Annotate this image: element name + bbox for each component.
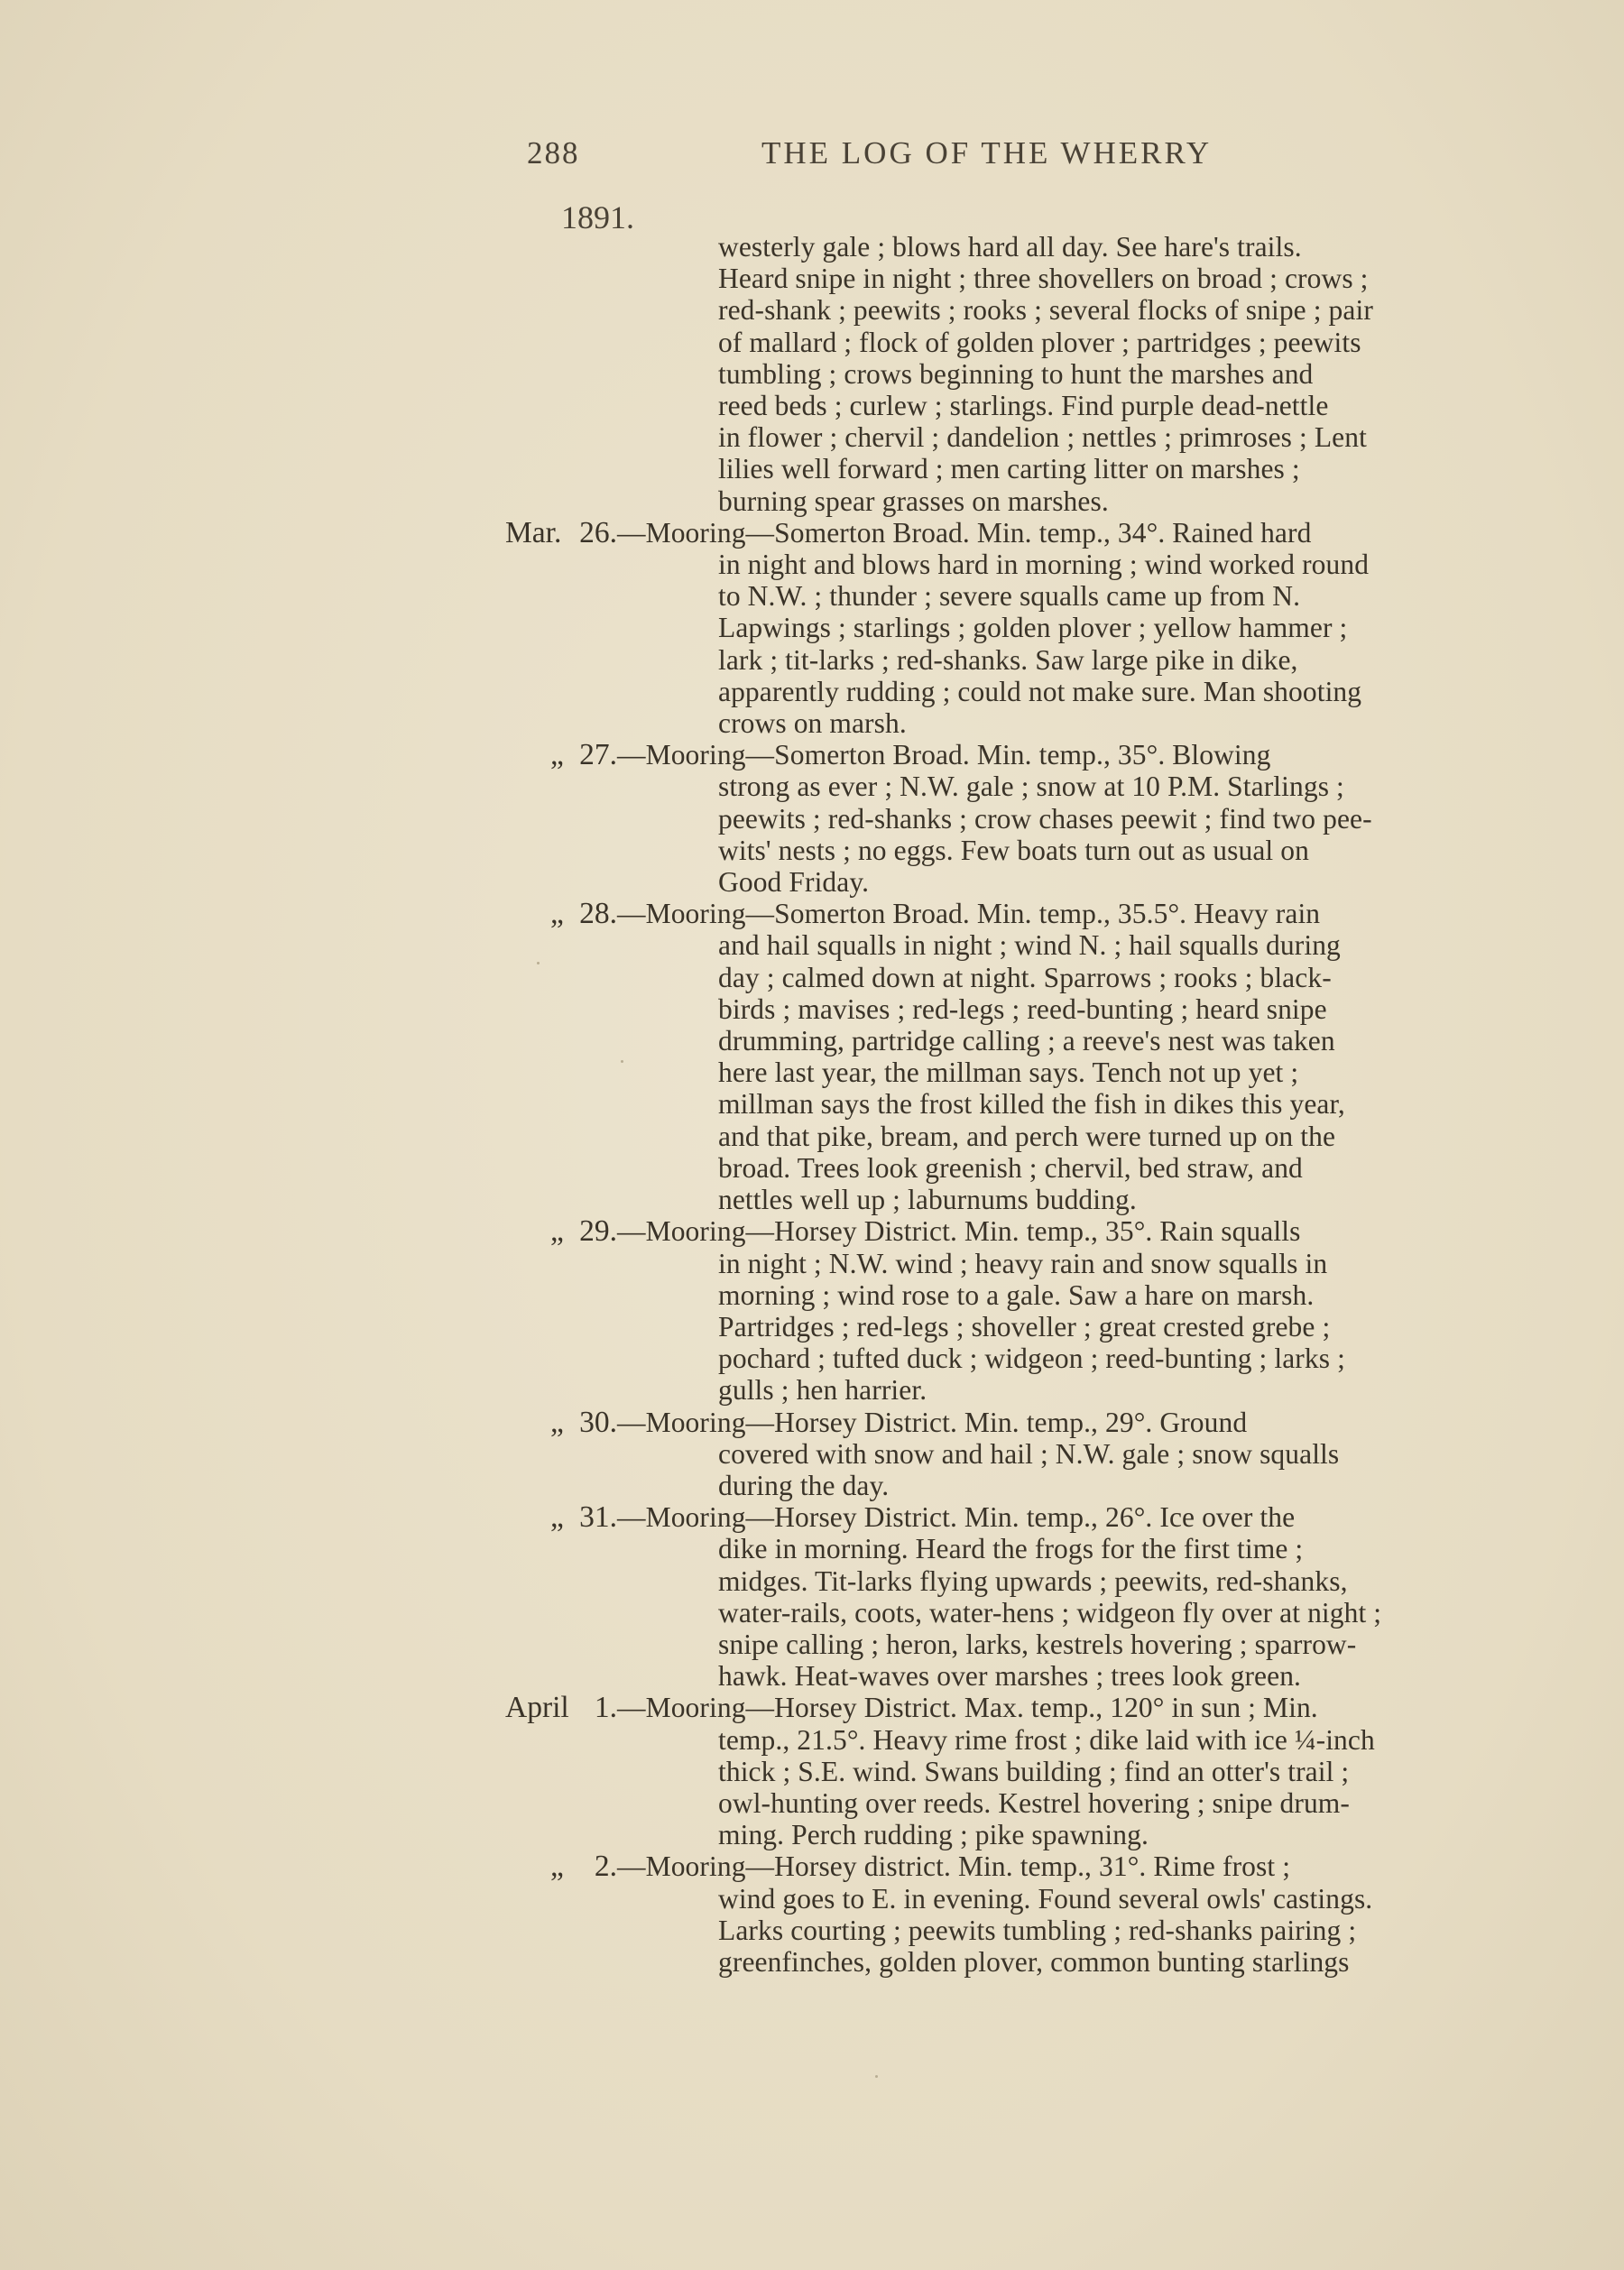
entry-line: birds ; mavises ; red-legs ; reed-bunting ; heard snipe [718,992,1327,1025]
entry-line: Larks courting ; peewits tumbling ; red-shanks pairing ; [718,1914,1357,1946]
entry-day: 31. [579,1500,617,1535]
log-entry [505,1850,1534,1978]
entry-line: millman says the frost killed the fish in dikes this year, [718,1088,1345,1121]
entry-day: 26. [579,515,617,549]
entry-month: „ [550,1850,564,1884]
log-entry [505,1215,1534,1406]
entry-line: Partridges ; red-legs ; shoveller ; great crested grebe ; [718,1310,1331,1343]
log-entry [505,1407,1534,1502]
entry-line: midges. Tit-larks flying upwards ; peewits, red-shanks, [718,1564,1348,1597]
entry-line: Lapwings ; starlings ; golden plover ; yellow hammer ; [718,612,1348,644]
entry-line: water-rails, coots, water-hens ; widgeon fly over at night ; [718,1596,1382,1629]
entry-day: 28. [579,897,617,931]
entry-line: morning ; wind rose to a gale. Saw a hare on marsh. [718,1278,1315,1311]
page-header [527,135,1292,180]
page-number: 288 [527,135,580,171]
entry-line: peewits ; red-shanks ; crow chases peewit ; find two pee- [718,802,1372,835]
entry-day: 2. [594,1850,617,1884]
entry-line: —Mooring—Somerton Broad. Min. temp., 34°. Rained hard [617,516,1312,549]
entry-line: in night ; N.W. wind ; heavy rain and snow squalls in [718,1247,1328,1279]
entry-line: here last year, the millman says. Tench not up yet ; [718,1057,1299,1089]
entry-line: —Mooring—Somerton Broad. Min. temp., 35°. Blowing [617,739,1271,771]
log-entry [505,231,1534,517]
entry-line: strong as ever ; N.W. gale ; snow at 10 P.M. Starlings ; [718,771,1344,803]
entry-line: greenfinches, golden plover, common bunting starlings [718,1945,1350,1978]
entry-line: —Mooring—Horsey District. Max. temp., 120° in sun ; Min. [617,1692,1318,1724]
entry-line: snipe calling ; heron, larks, kestrels hovering ; sparrow- [718,1628,1357,1660]
entry-line: drumming, partridge calling ; a reeve's nest was taken [718,1025,1335,1057]
entry-line: —Mooring—Horsey District. Min. temp., 26°. Ice over the [617,1501,1296,1534]
entry-line: broad. Trees look greenish ; chervil, bed straw, and [718,1151,1303,1184]
entry-day: 29. [579,1214,617,1249]
entry-line: covered with snow and hail ; N.W. gale ; snow squalls [718,1437,1340,1470]
running-title: THE LOG OF THE WHERRY [761,135,1213,171]
entry-line: nettles well up ; laburnums budding. [718,1184,1137,1216]
entry-line: and hail squalls in night ; wind N. ; hail squalls during [718,929,1341,962]
entry-line: pochard ; tufted duck ; widgeon ; reed-bunting ; larks ; [718,1343,1345,1375]
entry-day: 1. [594,1691,617,1725]
entry-line: —Mooring—Horsey District. Min. temp., 35°. Rain squalls [617,1215,1301,1248]
entry-line: and that pike, bream, and perch were turned up on the [718,1120,1336,1152]
entry-line: in flower ; chervil ; dandelion ; nettles ; primroses ; Lent [718,421,1367,454]
log-entry [505,739,1534,898]
entry-line: of mallard ; flock of golden plover ; partridges ; peewits [718,326,1361,358]
entry-line: to N.W. ; thunder ; severe squalls came up from N. [718,580,1301,613]
entry-line: westerly gale ; blows hard all day. See hare's trails. [718,231,1302,263]
entry-line: gulls ; hen harrier. [718,1374,927,1407]
entry-line: —Mooring—Horsey district. Min. temp., 31°. Rime frost ; [617,1850,1291,1883]
log-entry [505,1501,1534,1692]
entry-line: reed beds ; curlew ; starlings. Find purple dead-nettle [718,390,1329,422]
entry-line: red-shank ; peewits ; rooks ; several flocks of snipe ; pair [718,294,1373,327]
entry-line: apparently rudding ; could not make sure. Man shooting [718,675,1362,707]
entry-month: „ [550,897,564,931]
entry-line: —Mooring—Somerton Broad. Min. temp., 35.5°. Heavy rain [617,898,1321,930]
entry-line: temp., 21.5°. Heavy rime frost ; dike laid with ice ¼-inch [718,1723,1375,1756]
entry-line: wind goes to E. in evening. Found several owls' castings. [718,1882,1373,1915]
entry-line: Heard snipe in night ; three shovellers on broad ; crows ; [718,263,1369,295]
entry-month: „ [550,1214,564,1249]
print-speck [621,1060,623,1063]
year-label: 1891. [561,199,634,235]
log-entry [505,1692,1534,1850]
entry-line: in night and blows hard in morning ; wind worked round [718,549,1370,581]
print-speck [537,962,540,964]
entry-line: ming. Perch rudding ; pike spawning. [718,1819,1149,1851]
entry-day: 27. [579,738,617,772]
print-speck [875,2075,878,2078]
entry-line: —Mooring—Horsey District. Min. temp., 29°. Ground [617,1406,1248,1438]
entry-day: 30. [579,1405,617,1439]
entry-month: „ [550,1405,564,1439]
entry-line: thick ; S.E. wind. Swans building ; find an otter's trail ; [718,1755,1350,1787]
entry-line: lark ; tit-larks ; red-shanks. Saw large pike in dike, [718,643,1298,676]
entry-line: Good Friday. [718,866,870,899]
entry-line: lilies well forward ; men carting litter on marshes ; [718,453,1300,485]
log-entry [505,898,1534,1215]
entry-line: dike in morning. Heard the frogs for the first time ; [718,1533,1304,1565]
entry-line: wits' nests ; no eggs. Few boats turn out as usual on [718,834,1309,866]
entry-line: hawk. Heat-waves over marshes ; trees look green. [718,1660,1302,1693]
entry-month: „ [550,1500,564,1535]
entry-line: owl-hunting over reeds. Kestrel hovering ; snipe drum- [718,1786,1350,1819]
entry-line: burning spear grasses on marshes. [718,484,1109,517]
log-entry [505,517,1534,739]
entry-line: tumbling ; crows beginning to hunt the marshes and [718,357,1314,390]
entry-month: Mar. [505,515,562,549]
entry-month: April [505,1691,569,1725]
entry-line: day ; calmed down at night. Sparrows ; rooks ; black- [718,961,1332,993]
entry-line: crows on marsh. [718,707,907,740]
entry-line: during the day. [718,1469,890,1501]
entry-month: „ [550,738,564,772]
log-entries [505,231,1534,1978]
